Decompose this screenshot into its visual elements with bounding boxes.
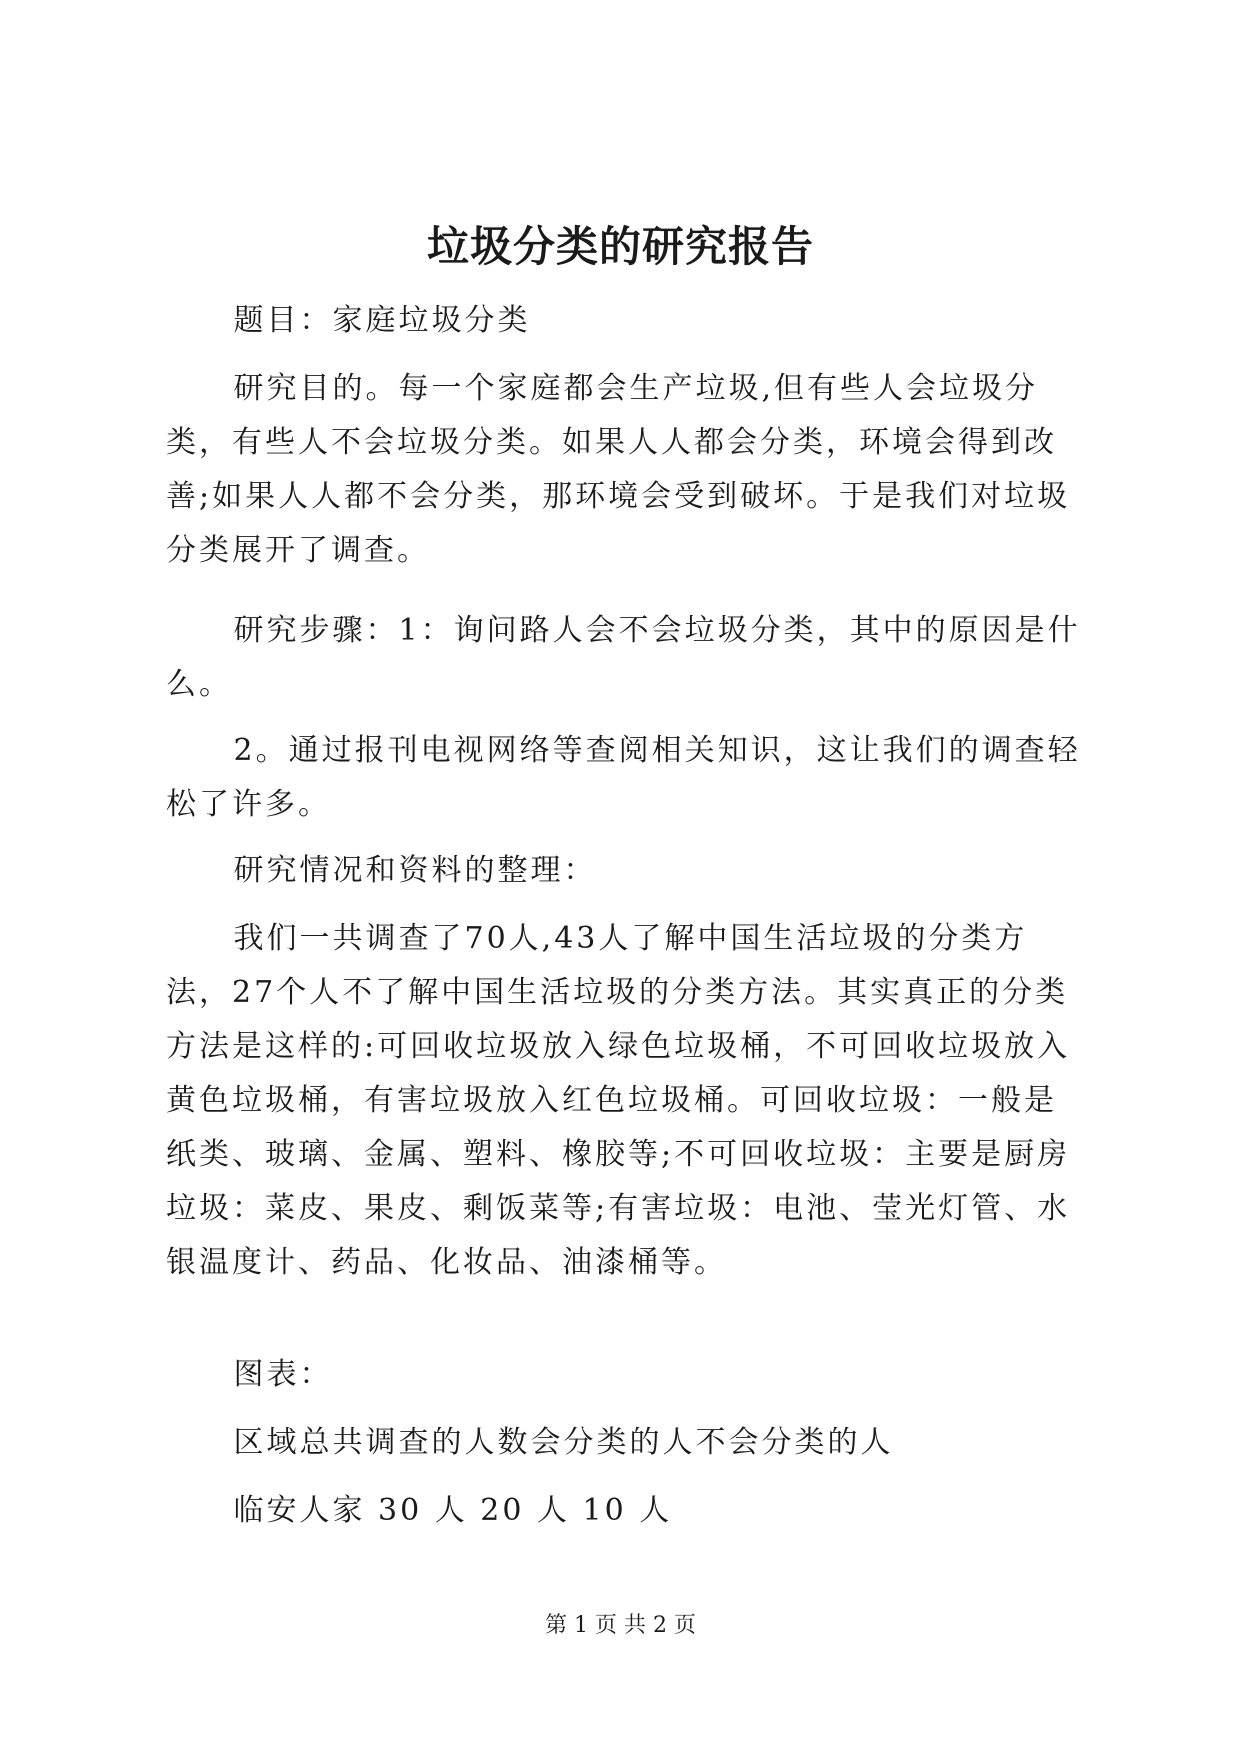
organize-paragraph <box>166 844 1086 898</box>
topic-paragraph <box>166 294 1086 348</box>
chart-label-paragraph <box>166 1348 1086 1402</box>
chart-label-text: 图表： <box>233 1357 333 1392</box>
topic-text: 题目：家庭垃圾分类 <box>233 303 531 338</box>
step2-text: 2。通过报刊电视网络等查阅相关知识，这让我们的调查轻松了许多。 <box>166 733 1081 822</box>
document-title: 垃圾分类的研究报告 <box>426 222 814 271</box>
table-row-paragraph <box>166 1484 1086 1538</box>
purpose-paragraph <box>166 362 1086 578</box>
steps-text: 研究步骤：1：询问路人会不会垃圾分类，其中的原因是什么。 <box>166 613 1081 702</box>
result-text: 我们一共调查了70人,43人了解中国生活垃圾的分类方法，27个人不了解中国生活垃圾的分类方法。其实真正的分类方法是这样的:可回收垃圾放入绿色垃圾桶，不可回收垃圾放入黄色垃圾桶，有害垃圾放入红色垃圾桶。可回收垃圾：一般是纸类、玻璃、金属、塑料、橡胶等;不可回收垃圾：主要是厨房垃圾：菜皮、果皮、剩饭菜等;有害垃圾：电池、莹光灯管、水银温度计、药品、化妆品、油漆桶等。 <box>166 921 1071 1280</box>
step2-paragraph <box>166 724 1086 832</box>
steps-paragraph <box>166 604 1086 712</box>
table-header-paragraph <box>166 1416 1086 1470</box>
page-footer: 第 1 页 共 2 页 <box>545 1613 696 1638</box>
organize-text: 研究情况和资料的整理： <box>233 853 597 888</box>
table-header-text: 区域总共调查的人数会分类的人不会分类的人 <box>233 1425 894 1460</box>
result-paragraph <box>166 912 1086 1290</box>
purpose-text: 研究目的。每一个家庭都会生产垃圾,但有些人会垃圾分类，有些人不会垃圾分类。如果人人都会分类，环境会得到改善;如果人人都不会分类，那环境会受到破坏。于是我们对垃圾分类展开了调查。 <box>166 371 1071 568</box>
table-row-text: 临安人家 30 人 20 人 10 人 <box>233 1493 673 1528</box>
